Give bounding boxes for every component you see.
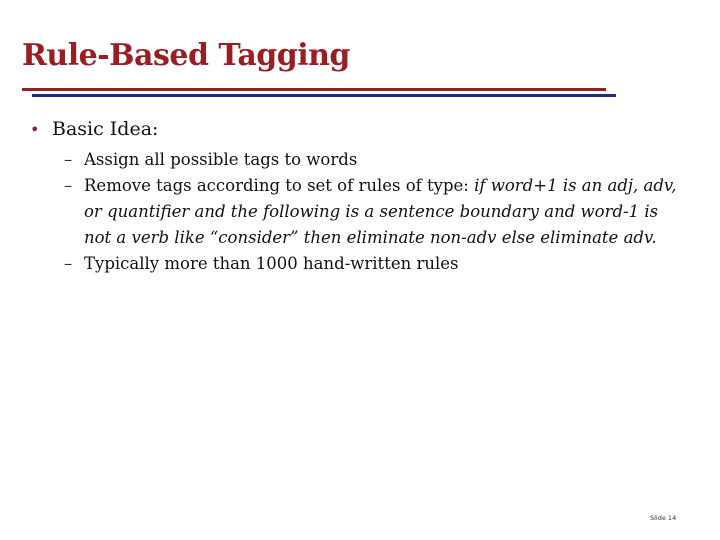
sub-bullet-text: Assign all possible tags to words (84, 150, 358, 169)
sub-bullet-text-italic-rule: if word+1 is an adj, adv, or quantifier and the following is a sentence boundary and word-1 is not a verb like “consider” then eliminate non-adv else eliminate adv. (84, 176, 677, 247)
sub-bullet-text-plain: Remove tags according to set of rules of type: (84, 176, 475, 195)
slide-body (30, 116, 680, 277)
sub-bullet-item (64, 147, 680, 173)
sub-bullet-list (30, 147, 680, 277)
slide-title: Rule-Based Tagging (22, 38, 350, 73)
dash-marker: – (64, 176, 73, 195)
title-underline-red (22, 88, 606, 91)
dash-marker: – (64, 254, 73, 273)
slide-number: Slide 14 (650, 514, 677, 522)
bullet-item (30, 116, 680, 143)
bullet-text: Basic Idea: (52, 118, 159, 140)
bullet-marker: • (30, 120, 40, 139)
sub-bullet-text: Typically more than 1000 hand-written rules (84, 254, 459, 273)
sub-bullet-item (64, 251, 680, 277)
sub-bullet-item (64, 173, 680, 251)
sub-bullet-text (84, 173, 680, 251)
title-underline-blue (32, 94, 616, 97)
dash-marker: – (64, 150, 73, 169)
